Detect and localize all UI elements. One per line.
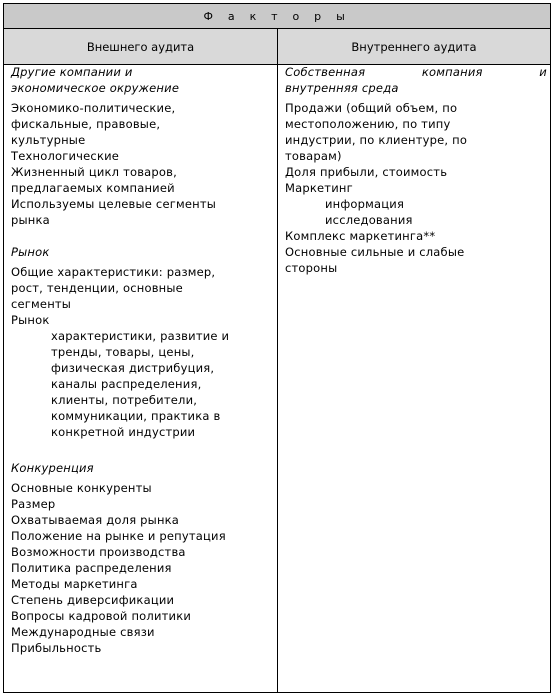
list-item: культурные — [11, 133, 86, 147]
sub-item: тренды, товары, цены, — [51, 345, 195, 359]
table-title: Ф а к т о р ы — [4, 4, 550, 29]
list-item: Общие характеристики: размер, — [11, 265, 216, 279]
list-item: Вопросы кадровой политики — [11, 609, 192, 623]
list-item: стороны — [285, 261, 338, 275]
list-item: Комплекс маркетинга** — [285, 229, 436, 243]
list-item: Основные сильные и слабые — [285, 245, 465, 259]
list-item: Размер — [11, 497, 56, 511]
internal-column — [285, 64, 547, 276]
section-title: Другие компании и — [11, 65, 133, 79]
factors-table — [3, 3, 551, 693]
sub-item: конкретной индустрии — [51, 425, 196, 439]
list-item: Продажи (общий объем, по — [285, 101, 458, 115]
external-column — [11, 64, 273, 656]
sub-item: физическая дистрибуция, — [51, 361, 215, 375]
list-item: Прибыльность — [11, 641, 102, 655]
title-word: компания — [421, 65, 483, 79]
section-title — [285, 64, 547, 80]
list-item: Степень диверсификации — [11, 593, 175, 607]
list-item: Международные связи — [11, 625, 155, 639]
column-divider — [277, 64, 278, 692]
list-item: Основные конкуренты — [11, 481, 152, 495]
list-item: фискальные, правовые, — [11, 117, 161, 131]
section-title: Конкуренция — [11, 461, 94, 475]
list-item: рынка — [11, 213, 50, 227]
list-item: предлагаемых компанией — [11, 181, 175, 195]
section-title: экономическое окружение — [11, 81, 180, 95]
sub-item: каналы распределения, — [51, 377, 202, 391]
list-item: Возможности производства — [11, 545, 186, 559]
list-item: Технологические — [11, 149, 120, 163]
list-item: Маркетинг — [285, 181, 353, 195]
list-item: Жизненный цикл товаров, — [11, 165, 177, 179]
column-header-internal: Внутреннего аудита — [278, 29, 550, 65]
section-title: внутренняя среда — [285, 81, 399, 95]
list-item: Охватываемая доля рынка — [11, 513, 180, 527]
list-item: рост, тенденции, основные — [11, 281, 183, 295]
sub-item: исследования — [325, 213, 413, 227]
list-item: индустрии, по клиентуре, по — [285, 133, 468, 147]
list-item: Экономико-политические, — [11, 101, 176, 115]
list-item: Доля прибыли, стоимость — [285, 165, 448, 179]
section-title: Рынок — [11, 245, 50, 259]
title-word: Собственная — [285, 65, 366, 79]
list-item: сегменты — [11, 297, 72, 311]
list-item: Рынок — [11, 313, 50, 327]
sub-item: информация — [325, 197, 405, 211]
list-item: товарам) — [285, 149, 342, 163]
list-item: Используемы целевые сегменты — [11, 197, 217, 211]
list-item: местоположению, по типу — [285, 117, 451, 131]
column-header-external: Внешнего аудита — [4, 29, 278, 65]
title-word: и — [539, 65, 547, 79]
sub-item: характеристики, развитие и — [51, 329, 230, 343]
sub-item: клиенты, потребители, — [51, 393, 198, 407]
list-item: Методы маркетинга — [11, 577, 138, 591]
list-item: Политика распределения — [11, 561, 172, 575]
list-item: Положение на рынке и репутация — [11, 529, 226, 543]
sub-item: коммуникации, практика в — [51, 409, 221, 423]
